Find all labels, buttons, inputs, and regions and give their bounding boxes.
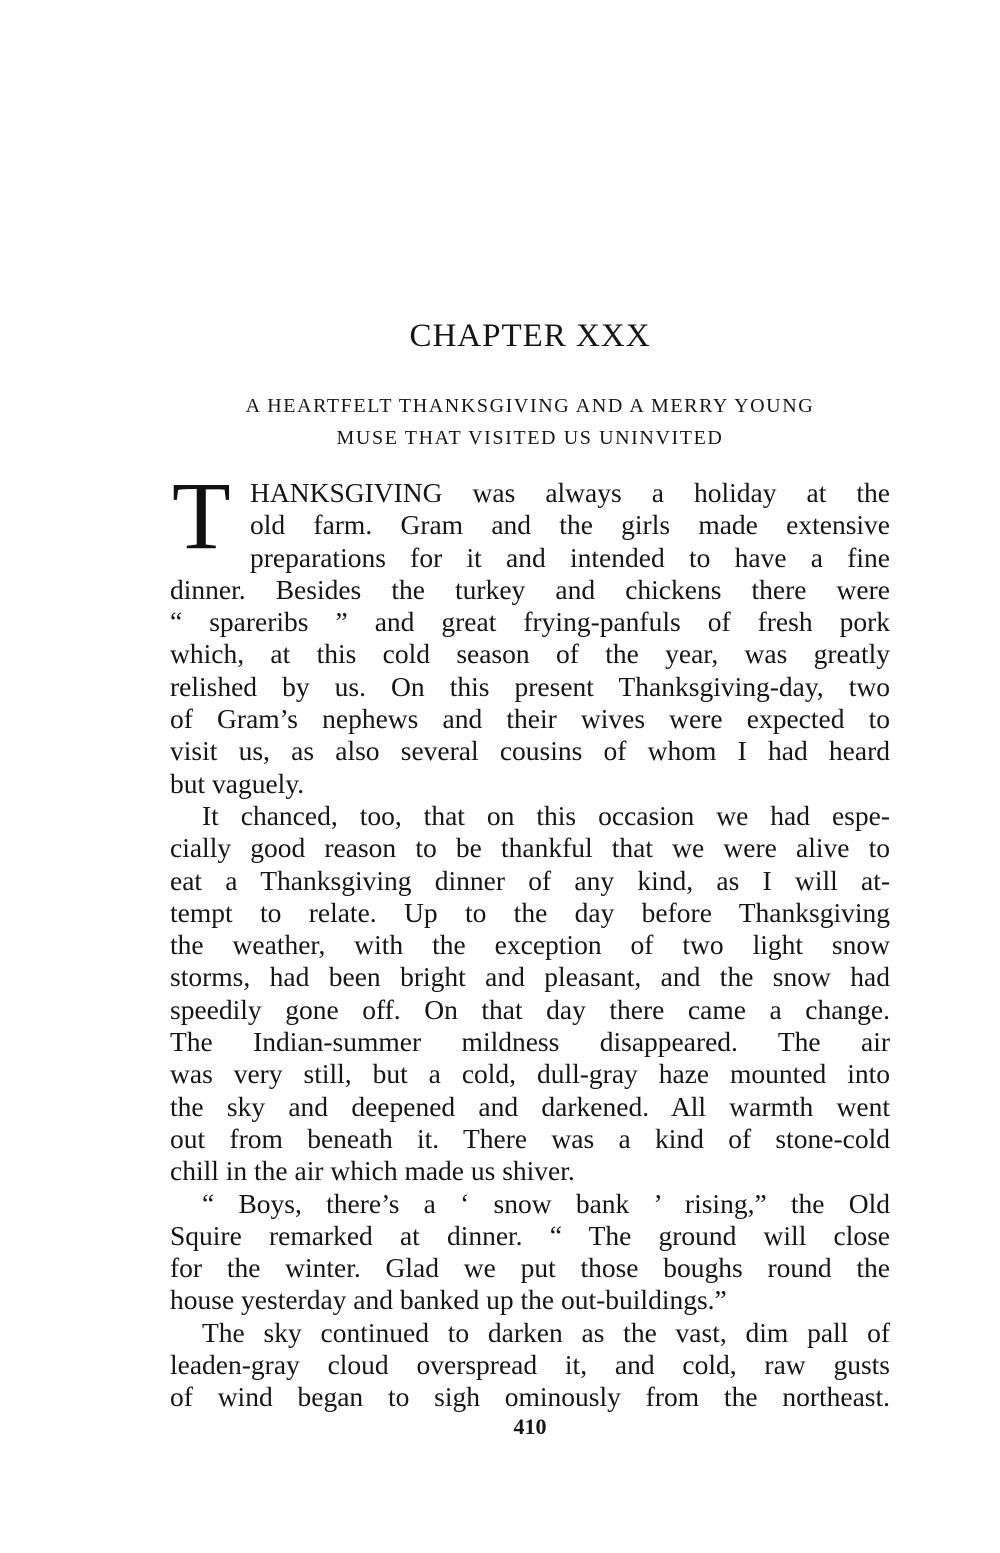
chapter-heading: CHAPTER XXX <box>409 318 651 354</box>
paragraph <box>170 1317 890 1414</box>
text-line: storms, had been bright and pleasant, and the snow had <box>170 961 890 993</box>
text-line: preparations for it and intended to have a fine <box>250 541 890 573</box>
text-line: leaden-gray cloud overspread it, and cold, raw gusts <box>170 1349 890 1381</box>
page-number: 410 <box>513 1414 547 1439</box>
text-line: house yesterday and banked up the out-buildings.” <box>170 1284 727 1316</box>
chapter-subtitle-line: A HEARTFELT THANKSGIVING AND A MERRY YOUNG <box>245 395 815 417</box>
text-line: relished by us. On this present Thanksgiving-day, two <box>170 670 890 702</box>
text-line: “ Boys, there’s a ‘ snow bank ’ rising,” the Old <box>202 1187 890 1219</box>
text-line: which, at this cold season of the year, was greatly <box>170 638 890 670</box>
text-line: The sky continued to darken as the vast, dim pall of <box>202 1316 890 1348</box>
chapter-subtitle-line: MUSE THAT VISITED US UNINVITED <box>336 427 724 449</box>
text-line: out from beneath it. There was a kind of stone-cold <box>170 1122 890 1154</box>
chapter-body-text <box>170 477 890 1414</box>
text-line: old farm. Gram and the girls made extensive <box>250 509 890 541</box>
text-line: the weather, with the exception of two light snow <box>170 929 890 961</box>
text-line: Squire remarked at dinner. “ The ground will close <box>170 1219 890 1251</box>
paragraph <box>170 1188 890 1317</box>
paragraph <box>170 477 890 800</box>
text-line: tempt to relate. Up to the day before Thanksgiving <box>170 896 890 928</box>
text-line: HANKSGIVING was always a holiday at the <box>250 477 890 508</box>
paragraph <box>170 800 890 1188</box>
drop-cap-letter: T <box>172 462 231 569</box>
text-line: but vaguely. <box>170 767 305 799</box>
text-line: was very still, but a cold, dull-gray haze mounted into <box>170 1058 890 1090</box>
text-line: of Gram’s nephews and their wives were expected to <box>170 703 890 735</box>
text-line: of wind began to sigh ominously from the northeast. <box>170 1381 890 1413</box>
text-line: The Indian-summer mildness disappeared. The air <box>170 1026 890 1058</box>
text-line: dinner. Besides the turkey and chickens there were <box>170 573 890 605</box>
text-line: for the winter. Glad we put those boughs round the <box>170 1252 890 1284</box>
chapter-subtitle <box>170 390 890 454</box>
text-line: “ spareribs ” and great frying-panfuls of fresh pork <box>170 606 890 638</box>
text-line: visit us, as also several cousins of whom I had heard <box>170 735 890 767</box>
text-line: the sky and deepened and darkened. All warmth went <box>170 1090 890 1122</box>
text-line: speedily gone off. On that day there came a change. <box>170 993 890 1025</box>
text-line: chill in the air which made us shiver. <box>170 1155 575 1187</box>
text-line: cially good reason to be thankful that we were alive to <box>170 832 890 864</box>
text-line: It chanced, too, that on this occasion we had espe- <box>202 799 890 831</box>
text-line: eat a Thanksgiving dinner of any kind, as I will at- <box>170 864 890 896</box>
